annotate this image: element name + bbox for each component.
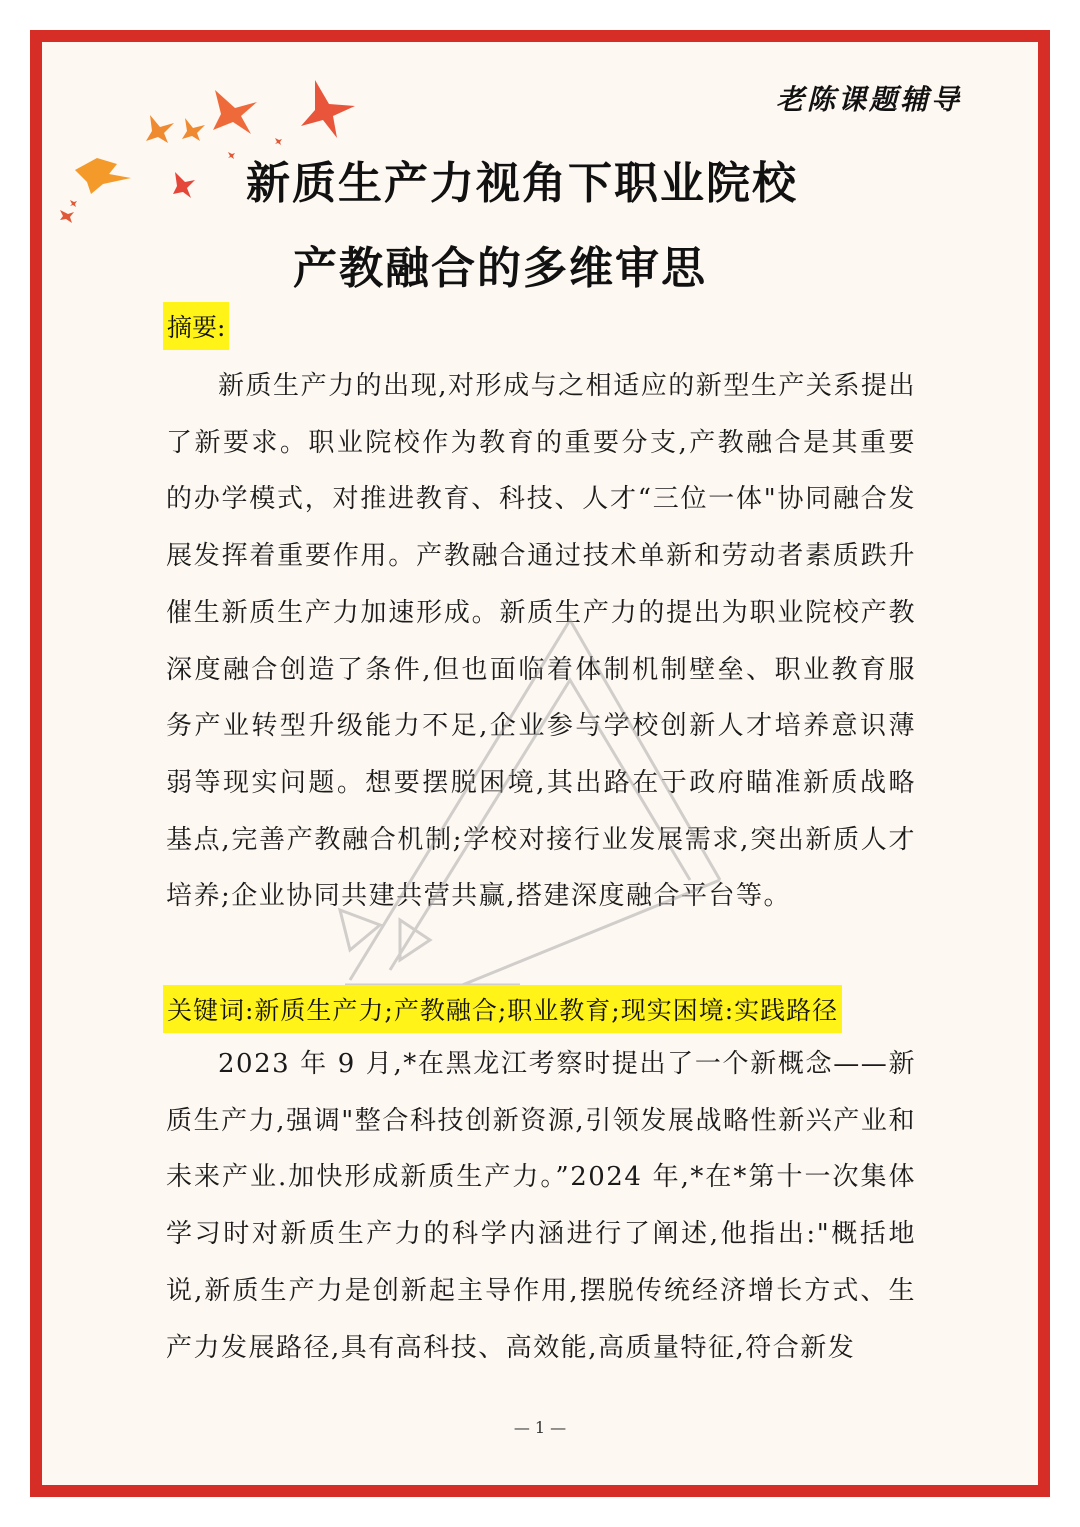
watermark-logo [320,580,740,1020]
bird-icon [301,80,355,138]
page-number: — 1 — [513,1418,567,1437]
document-title-line2: 产教融合的多维审思 [293,243,707,294]
bird-icon [213,90,257,134]
keywords-line: 关键词:新质生产力;产教融合;职业教育;现实困境:实践路径 [163,985,842,1033]
bird-icon [146,115,205,143]
abstract-label: 摘要: [163,302,229,350]
abstract-paragraph: 新质生产力的出现,对形成与之相适应的新型生产关系提出了新要求。职业院校作为教育的重要分支,产教融合是其重要的办学模式，对推进教育、科技、人才“三位一体"协同融合发展发挥着重要作用。产教融合通过技术单新和劳动者素质跌升催生新质生产力加速形成。新质生产力的提出为职业院校产教深度融合创造了条件,但也面临着体制机制壁垒、职业教育服务产业转型升级能力不足,企业参与学校创新人才培养意识薄弱等现实问题。想要摆脱困境,其出路在于政府瞄准新质战略基点,完善产教融合机制;学校对接行业发展需求,突出新质人才培养;企业协同共建共营共赢,搭建深度融合平台等。 [166,371,916,912]
brand-name: 老陈课题辅导 [775,83,962,116]
document-title-line1: 新质生产力视角下职业院校 [246,158,798,209]
body-paragraph: 2023 年 9 月,*在黑龙江考察时提出了一个新概念——新质生产力,强调"整合科技创新资源,引领发展战略性新兴产业和未来产业.加快形成新质生产力。”2024 年,*在*第十一次集体学习时对新质生产力的科学内涵进行了阐述,他指出:"概括地说,新质生产力是创新起主导作用,摆脱传统经济增长方式、生产力发展路径,具有高科技、高效能,高质量特征,符合新发 [166,1049,916,1363]
